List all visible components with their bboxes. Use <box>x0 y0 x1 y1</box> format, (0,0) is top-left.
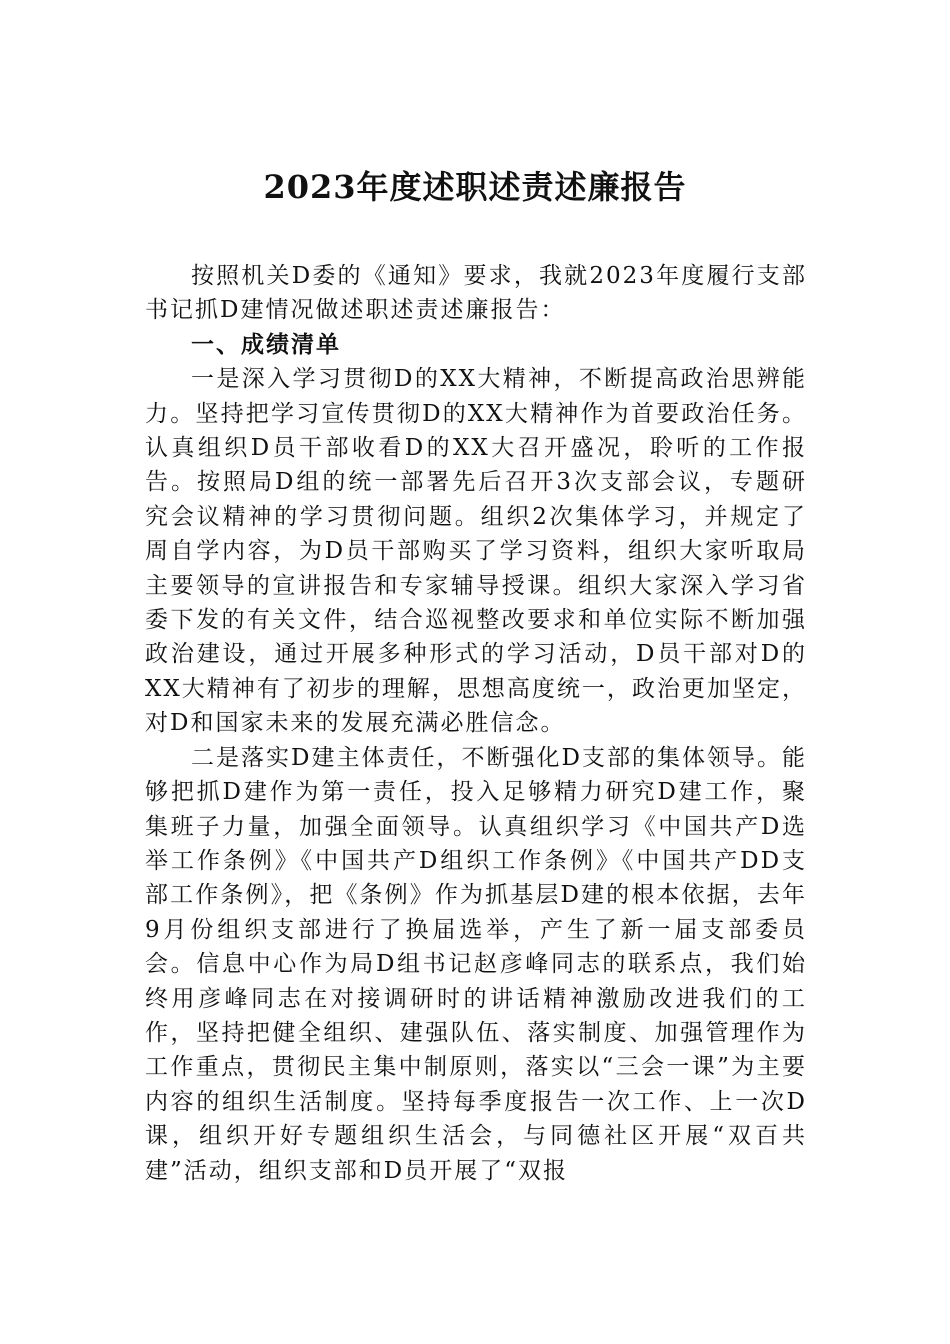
intro-paragraph: 按照机关D委的《通知》要求，我就2023年度履行支部书记抓D建情况做述职述责述廉报告： <box>145 263 807 324</box>
document-body <box>145 259 807 1188</box>
document-title: 2023年度述职述责述廉报告 <box>263 168 687 206</box>
section-heading: 一、成绩清单 <box>191 331 341 358</box>
body-paragraph-2: 二是落实D建主体责任，不断强化D支部的集体领导。能够把抓D建作为第一责任，投入足够精力研究D建工作，聚集班子力量，加强全面领导。认真组织学习《中国共产D选举工作条例》《中国共产D组织工作条例》《中国共产DD支部工作条例》，把《条例》作为抓基层D建的根本依据，去年9月份组织支部进行了换届选举，产生了新一届支部委员会。信息中心作为局D组书记赵彦峰同志的联系点，我们始终用彦峰同志在对接调研时的讲话精神激励改进我们的工作，坚持把健全组织、建强队伍、落实制度、加强管理作为工作重点，贯彻民主集中制原则，落实以“三会一课”为主要内容的组织生活制度。坚持每季度报告一次工作、上一次D课，组织开好专题组织生活会，与同德社区开展“双百共建”活动，组织支部和D员开展了“双报 <box>145 744 807 1184</box>
body-paragraph-1: 一是深入学习贯彻D的XX大精神，不断提高政治思辨能力。坚持把学习宣传贯彻D的XX大精神作为首要政治任务。认真组织D员干部收看D的XX大召开盛况，聆听的工作报告。按照局D组的统一部署先后召开3次支部会议，专题研究会议精神的学习贯彻问题。组织2次集体学习，并规定了周自学内容，为D员干部购买了学习资料，组织大家听取局主要领导的宣讲报告和专家辅导授课。组织大家深入学习省委下发的有关文件，结合巡视整改要求和单位实际不断加强政治建设，通过开展多种形式的学习活动，D员干部对D的XX大精神有了初步的理解，思想高度统一，政治更加坚定，对D和国家未来的发展充满必胜信念。 <box>145 366 807 737</box>
